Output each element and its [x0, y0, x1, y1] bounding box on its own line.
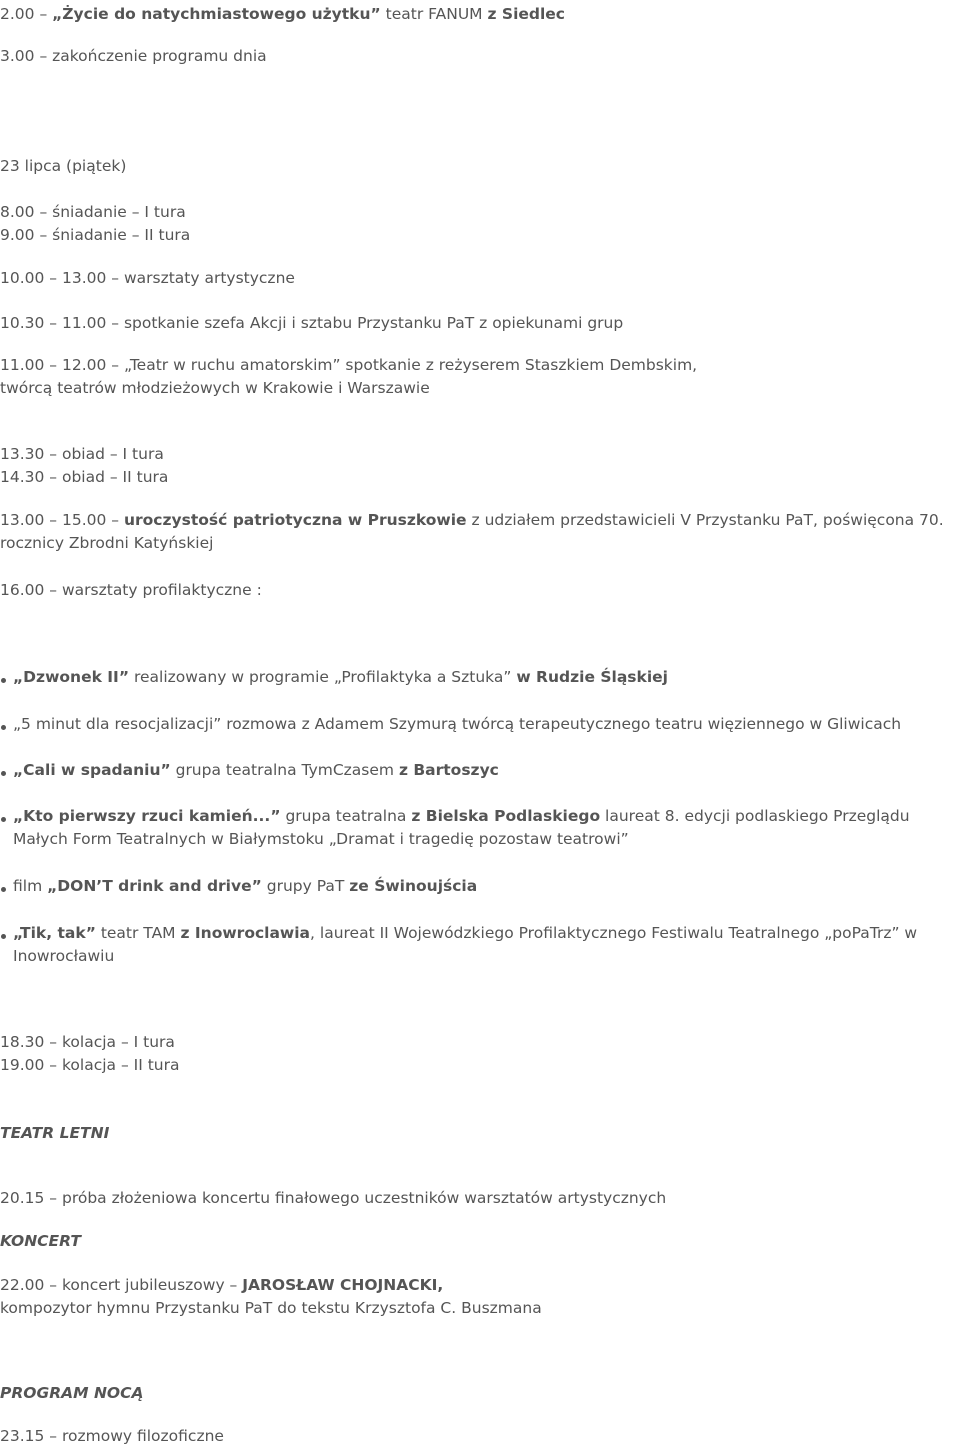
item-title: „DON’T drink and drive”	[47, 877, 262, 895]
list-item	[13, 666, 945, 689]
item-title: „Cali w spadaniu”	[13, 761, 171, 779]
day-heading	[0, 155, 940, 178]
item-origin: ze Świnoujścia	[349, 877, 478, 895]
section-heading-koncert	[0, 1230, 940, 1253]
item-text: realizowany w programie „Profilaktyka a Sztuka”	[129, 668, 517, 686]
item-origin: z Bartoszyc	[398, 761, 499, 779]
bullet-icon	[1, 678, 6, 683]
performer-name: JAROSŁAW CHOJNACKI,	[242, 1276, 444, 1294]
play-title: „Życie do natychmiastowego użytku”	[52, 5, 381, 23]
breakfast-2: 9.00 – śniadanie – II tura	[0, 226, 191, 244]
night-entry	[0, 1425, 940, 1448]
teatr-w-ruchu-entry	[0, 354, 940, 400]
dinner-entries	[0, 1031, 940, 1077]
workshop-text: 10.00 – 13.00 – warsztaty artystyczne	[0, 269, 295, 287]
item-text: laureat 8. edycji podlaskiego Przeglądu	[600, 807, 910, 825]
entry-time: 2.00 –	[0, 5, 53, 23]
dinner-2: 19.00 – kolacja – II tura	[0, 1056, 180, 1074]
list-item	[13, 922, 945, 968]
dinner-1: 18.30 – kolacja – I tura	[0, 1033, 175, 1051]
troupe-origin: z Siedlec	[487, 5, 565, 23]
program-entry-teatr-fanum	[0, 3, 940, 26]
entry-text: 3.00 – zakończenie programu dnia	[0, 47, 267, 65]
night-text: 23.15 – rozmowy filozoficzne	[0, 1427, 224, 1445]
item-title: „Kto pierwszy rzuci kamień...”	[13, 807, 281, 825]
breakfast-entries	[0, 201, 940, 247]
bullet-icon	[1, 887, 6, 892]
section-heading-program-noca	[0, 1382, 940, 1405]
section-heading-text: TEATR LETNI	[0, 1124, 110, 1142]
item-text: grupa teatralna	[280, 807, 412, 825]
bullet-icon	[1, 725, 6, 730]
ceremony-line-2: rocznicy Zbrodni Katyńskiej	[0, 534, 214, 552]
item-text: teatr TAM	[95, 924, 181, 942]
meeting-text: 10.30 – 11.00 – spotkanie szefa Akcji i sztabu Przystanku PaT z opiekunami grup	[0, 314, 624, 332]
item-line-2: Inowrocławiu	[13, 947, 115, 965]
item-title: „Tik, tak”	[13, 924, 96, 942]
list-item	[13, 805, 945, 851]
item-text: grupy PaT	[261, 877, 350, 895]
entry-text: z udziałem przedstawicieli V Przystanku PaT, poświęcona 70.	[466, 511, 944, 529]
section-heading-text: PROGRAM NOCĄ	[0, 1384, 144, 1402]
item-text: grupa teatralna TymCzasem	[170, 761, 399, 779]
prevention-workshops-heading	[0, 579, 940, 602]
lunch-entries	[0, 443, 940, 489]
prevention-text: 16.00 – warsztaty profilaktyczne :	[0, 581, 262, 599]
item-line-2: Małych Form Teatralnych w Białymstoku „Dramat i tragedię pozostaw teatrowi”	[13, 830, 629, 848]
section-heading-text: KONCERT	[0, 1232, 81, 1250]
list-item	[13, 875, 945, 898]
teatr-line-2: twórcą teatrów młodzieżowych w Krakowie i Warszawie	[0, 379, 430, 397]
item-origin: z Inowroclawia	[180, 924, 311, 942]
item-origin: w Rudzie Śląskiej	[516, 668, 668, 686]
concert-entry	[0, 1274, 940, 1320]
program-entry-end-of-day	[0, 45, 940, 68]
concert-line-2: kompozytor hymnu Przystanku PaT do tekstu Krzysztofa C. Buszmana	[0, 1299, 542, 1317]
section-heading-teatr-letni	[0, 1122, 940, 1145]
item-title: „Dzwonek II”	[13, 668, 130, 686]
item-origin: z Bielska Podlaskiego	[411, 807, 601, 825]
item-text: film	[13, 877, 48, 895]
ceremony-entry	[0, 509, 944, 555]
item-text: „5 minut dla resocjalizacji” rozmowa z Adamem Szymurą twórcą terapeutycznego teatru więziennego w Gliwicach	[13, 715, 902, 733]
ceremony-title: uroczystość patriotyczna w Pruszkowie	[123, 511, 467, 529]
teatr-line-1: 11.00 – 12.00 – „Teatr w ruchu amatorskim” spotkanie z reżyserem Staszkiem Dembskim,	[0, 356, 698, 374]
bullet-icon	[1, 934, 6, 939]
rehearsal-entry	[0, 1187, 940, 1210]
entry-text: teatr FANUM	[380, 5, 488, 23]
workshop-entry	[0, 267, 940, 290]
lunch-1: 13.30 – obiad – I tura	[0, 445, 164, 463]
entry-time: 13.00 – 15.00 –	[0, 511, 124, 529]
day-heading-text: 23 lipca (piątek)	[0, 157, 127, 175]
item-text: , laureat II Wojewódzkiego Profilaktycznego Festiwalu Teatralnego „poPaTrz” w	[310, 924, 918, 942]
meeting-entry	[0, 312, 940, 335]
list-item	[13, 759, 945, 782]
lunch-2: 14.30 – obiad – II tura	[0, 468, 169, 486]
bullet-icon	[1, 817, 6, 822]
entry-text: 22.00 – koncert jubileuszowy –	[0, 1276, 243, 1294]
bullet-icon	[1, 771, 6, 776]
breakfast-1: 8.00 – śniadanie – I tura	[0, 203, 186, 221]
list-item	[13, 713, 945, 736]
rehearsal-text: 20.15 – próba złożeniowa koncertu finałowego uczestników warsztatów artystycznych	[0, 1189, 667, 1207]
